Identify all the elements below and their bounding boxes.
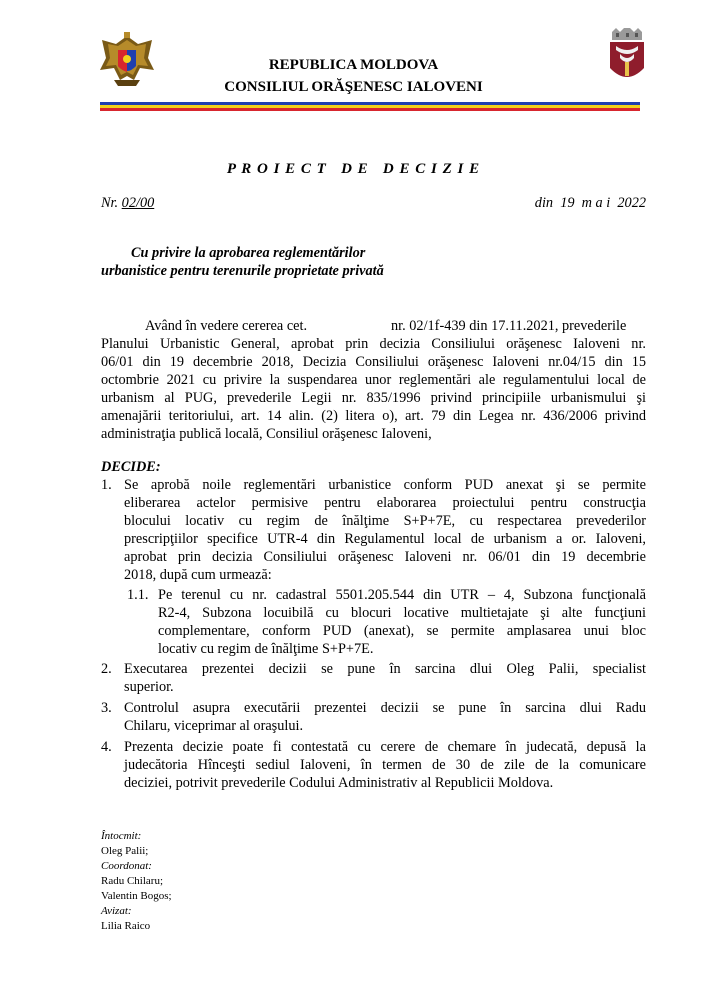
avizat-name: Lilia Raico xyxy=(101,920,151,932)
item-3-number: 3. xyxy=(101,700,112,716)
preamble-line-6: amenajării teritoriului, art. 14 alin. (2) litera o), art. 79 din Legea nr. 436/2006 privind xyxy=(101,408,646,424)
item-1-line-3: blocului locativ cu regim de înălţime S+P+7E, cu respectarea prevederilor xyxy=(124,513,646,529)
document-title: P R O I E C T D E D E C I Z I E xyxy=(226,161,481,177)
preamble-line-1a: Având în vedere cererea cet. xyxy=(145,318,308,334)
item-1-1-number: 1.1. xyxy=(127,587,149,603)
item-1-number: 1. xyxy=(101,477,112,493)
subject-line-1: Cu privire la aprobarea reglementărilor xyxy=(131,245,366,261)
decide-label: DECIDE: xyxy=(101,459,161,475)
preamble-line-1b: nr. 02/1f-439 din 17.11.2021, prevederile xyxy=(391,318,627,334)
item-4-line-2: judecătoria Hînceşti sediul Ialoveni, în termen de 30 de zile de la comunicare xyxy=(124,757,646,773)
decision-number-label: Nr. xyxy=(101,195,122,211)
preamble-line-3: 06/01 din 19 decembrie 2018, Decizia Consiliului orăşenesc Ialoveni nr.04/15 din 15 xyxy=(101,354,646,370)
preamble-line-2: Planului Urbanistic General, aprobat prin decizia Consiliului orăşenesc Ialoveni nr. xyxy=(101,336,646,352)
coordonat-name-2: Valentin Bogos; xyxy=(101,890,172,902)
item-2-number: 2. xyxy=(101,661,112,677)
item-1-line-4: prescripţiilor specifice UTR-4 din Regulamentul local de urbanism a or. Ialoveni, xyxy=(124,531,646,547)
decision-number-value: 02/00 xyxy=(121,195,155,211)
intocmit-name: Oleg Palii; xyxy=(101,845,149,857)
item-1-1-line-3: complementare, conform PUD (anexat), se permite amplasarea unui bloc xyxy=(158,623,646,639)
avizat-label: Avizat: xyxy=(101,905,132,917)
decision-date: din 19 m a i 2022 xyxy=(534,195,646,211)
item-4-line-3: deciziei, potrivit prevederile Codului Administrativ al Republicii Moldova. xyxy=(124,775,554,791)
item-2-line-2: superior. xyxy=(124,679,174,695)
coordonat-name-1: Radu Chilaru; xyxy=(101,875,164,887)
item-1-line-6: 2018, după cum urmează: xyxy=(124,567,272,583)
item-1-line-5: aprobat prin decizia Consiliului orăşenesc Ialoveni nr. 06/01 din 19 decembrie xyxy=(124,549,646,565)
item-2-line-1: Executarea prezentei decizii se pune în sarcina dlui Oleg Palii, specialist xyxy=(124,661,646,677)
decision-number xyxy=(101,195,154,212)
flag-stripe-red xyxy=(100,108,640,111)
item-3-line-2: Chilaru, viceprimar al oraşului. xyxy=(124,718,304,734)
item-4-number: 4. xyxy=(101,739,112,755)
country-heading: REPUBLICA MOLDOVA xyxy=(268,57,439,73)
subject-line-2: urbanistice pentru terenurile proprietate privată xyxy=(101,263,384,279)
preamble-line-5: urbanism al PUG, prevederile Legii nr. 835/1996 privind principiile urbanismului şi xyxy=(101,390,646,406)
item-1-1-line-4: locativ cu regim de înălţime S+P+7E. xyxy=(158,641,374,657)
coordonat-label: Coordonat: xyxy=(101,860,152,872)
item-1-1-line-1: Pe terenul cu nr. cadastral 5501.205.544 din UTR – 4, Subzona funcţională xyxy=(158,587,646,603)
intocmit-label: Întocmit: xyxy=(101,830,142,842)
item-1-line-1: Se aprobă noile reglementări urbanistice conform PUD anexat şi se permite xyxy=(124,477,646,493)
item-1-1-line-2: R2-4, Subzona locuibilă cu blocuri locative multietajate şi alte funcţiuni xyxy=(158,605,646,621)
council-heading: CONSILIUL ORĂŞENESC IALOVENI xyxy=(224,79,483,95)
item-3-line-1: Controlul asupra executării prezentei decizii se pune în sarcina dlui Radu xyxy=(124,700,646,716)
preamble-line-7: administraţia publică locală, Consiliul orăşenesc Ialoveni, xyxy=(101,426,432,442)
preamble-line-4: octombrie 2021 cu privire la suspendarea unor reglementări ale regulamentului local de xyxy=(101,372,646,388)
item-4-line-1: Prezenta decizie poate fi contestată cu cerere de chemare în judecată, depusă la xyxy=(124,739,646,755)
item-1-line-2: eliberarea actelor permisive pentru elaborarea proiectului pentru construcţia xyxy=(124,495,646,511)
